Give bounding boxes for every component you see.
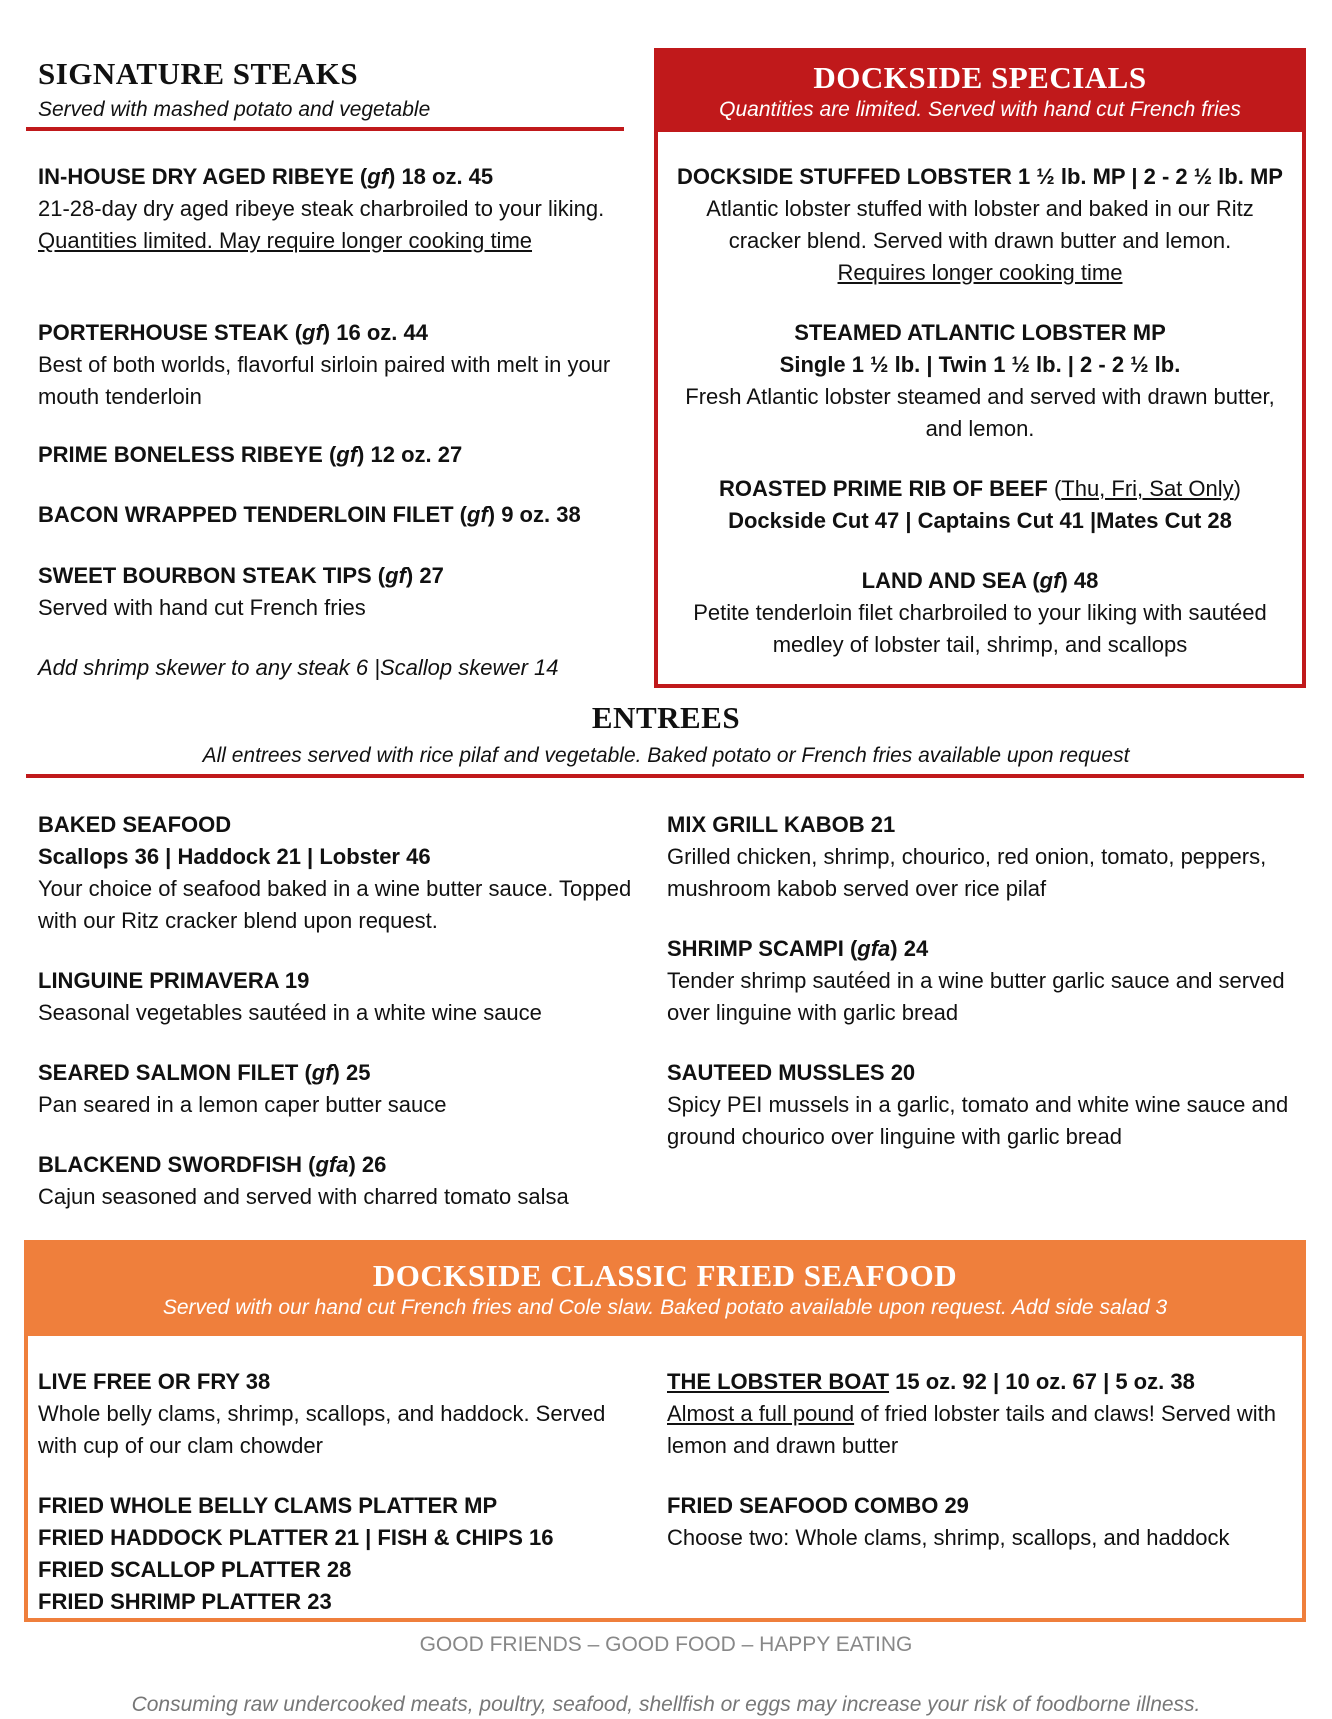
platter-shrimp: FRIED SHRIMP PLATTER 23 <box>38 1589 332 1614</box>
fried-platters-list <box>38 1490 658 1618</box>
specials-box <box>654 48 1306 688</box>
fried-seafood-subtitle: Served with our hand cut French fries and Cole slaw. Baked potato available upon request. Add side salad 3 <box>162 1296 1168 1319</box>
platter-haddock: FRIED HADDOCK PLATTER 21 | FISH & CHIPS 16 <box>38 1525 554 1550</box>
menu-item-porterhouse: PORTERHOUSE STEAK (gf) 16 oz. 44 Best of both worlds, flavorful sirloin paired with melt in your mouth tenderloin <box>38 320 611 409</box>
fried-seafood-header <box>28 1244 1302 1336</box>
menu-item-sauteed-mussels: SAUTEED MUSSLES 20 Spicy PEI mussels in a garlic, tomato and white wine sauce and ground chourico over linguine with garlic bread <box>667 1060 1289 1149</box>
platter-scallop: FRIED SCALLOP PLATTER 28 <box>38 1557 352 1582</box>
steaks-divider <box>26 127 624 131</box>
footer-tagline: GOOD FRIENDS – GOOD FOOD – HAPPY EATING <box>419 1633 913 1656</box>
steaks-addon: Add shrimp skewer to any steak 6 |Scallop skewer 14 <box>38 655 559 680</box>
specials-header <box>658 52 1302 132</box>
menu-item-live-free-or-fry: LIVE FREE OR FRY 38 Whole belly clams, shrimp, scallops, and haddock. Served with cup of our clam chowder <box>38 1369 606 1458</box>
steaks-title: SIGNATURE STEAKS <box>38 56 359 91</box>
menu-item-steak-tips: SWEET BOURBON STEAK TIPS (gf) 27 Served with hand cut French fries <box>38 563 444 620</box>
menu-item-dry-aged-ribeye: IN-HOUSE DRY AGED RIBEYE (gf) 18 oz. 45 21-28-day dry aged ribeye steak charbroiled to your liking. Quantities limited. May require longer cooking time <box>38 164 605 253</box>
fried-seafood-title: DOCKSIDE CLASSIC FRIED SEAFOOD <box>372 1258 958 1293</box>
menu-item-baked-seafood: BAKED SEAFOOD Scallops 36 | Haddock 21 | Lobster 46 Your choice of seafood baked in a wine butter sauce. Topped with our Ritz cracker blend upon request. <box>38 812 632 933</box>
menu-item-steamed-lobster: STEAMED ATLANTIC LOBSTER MP Single 1 ½ lb. | Twin 1 ½ lb. | 2 - 2 ½ lb. Fresh Atlantic lobster steamed and served with drawn butter, and lemon. <box>685 320 1275 441</box>
menu-item-stuffed-lobster: DOCKSIDE STUFFED LOBSTER 1 ½ lb. MP | 2 - 2 ½ lb. MP Atlantic lobster stuffed with lobster and baked in our Ritz cracker blend. Served with drawn butter and lemon. Requires longer cooking time <box>677 164 1283 285</box>
footer-warning: Consuming raw undercooked meats, poultry, seafood, shellfish or eggs may increase your risk of foodborne illness. <box>131 1693 1201 1716</box>
menu-item-seared-salmon: SEARED SALMON FILET (gf) 25 Pan seared in a lemon caper butter sauce <box>38 1060 447 1117</box>
menu-item-shrimp-scampi: SHRIMP SCAMPI (gfa) 24 Tender shrimp sautéed in a wine butter garlic sauce and served over linguine with garlic bread <box>667 936 1285 1025</box>
menu-item-prime-rib: ROASTED PRIME RIB OF BEEF (Thu, Fri, Sat Only) Dockside Cut 47 | Captains Cut 41 |Mates Cut 28 <box>719 476 1241 533</box>
specials-title: DOCKSIDE SPECIALS <box>813 60 1147 95</box>
specials-subtitle: Quantities are limited. Served with hand cut French fries <box>719 98 1241 121</box>
menu-item-blackend-swordfish: BLACKEND SWORDFISH (gfa) 26 Cajun seasoned and served with charred tomato salsa <box>38 1152 569 1209</box>
menu-item-lobster-boat: THE LOBSTER BOAT 15 oz. 92 | 10 oz. 67 | 5 oz. 38 Almost a full pound of fried lobster tails and claws! Served with lemon and drawn butter <box>667 1369 1276 1458</box>
menu-item-seafood-combo: FRIED SEAFOOD COMBO 29 Choose two: Whole clams, shrimp, scallops, and haddock <box>667 1493 1230 1550</box>
entrees-title: ENTREES <box>591 700 741 735</box>
entrees-subtitle: All entrees served with rice pilaf and vegetable. Baked potato or French fries available upon request <box>202 744 1130 767</box>
menu-item-linguine-primavera: LINGUINE PRIMAVERA 19 Seasonal vegetables sautéed in a white wine sauce <box>38 968 542 1025</box>
entrees-divider <box>26 774 1304 778</box>
fried-seafood-box <box>24 1240 1306 1622</box>
menu-item-land-and-sea: LAND AND SEA (gf) 48 Petite tenderloin filet charbroiled to your liking with sautéed medley of lobster tail, shrimp, and scallops <box>693 568 1267 657</box>
platter-clams: FRIED WHOLE BELLY CLAMS PLATTER MP <box>38 1493 498 1518</box>
menu-item-bacon-wrapped-filet: BACON WRAPPED TENDERLOIN FILET (gf) 9 oz. 38 <box>38 502 581 527</box>
steaks-subtitle: Served with mashed potato and vegetable <box>38 98 431 121</box>
menu-item-prime-boneless-ribeye: PRIME BONELESS RIBEYE (gf) 12 oz. 27 <box>38 442 463 467</box>
menu-item-mix-grill-kabob: MIX GRILL KABOB 21 Grilled chicken, shrimp, chourico, red onion, tomato, peppers, mushroom kabob served over rice pilaf <box>667 812 1267 901</box>
